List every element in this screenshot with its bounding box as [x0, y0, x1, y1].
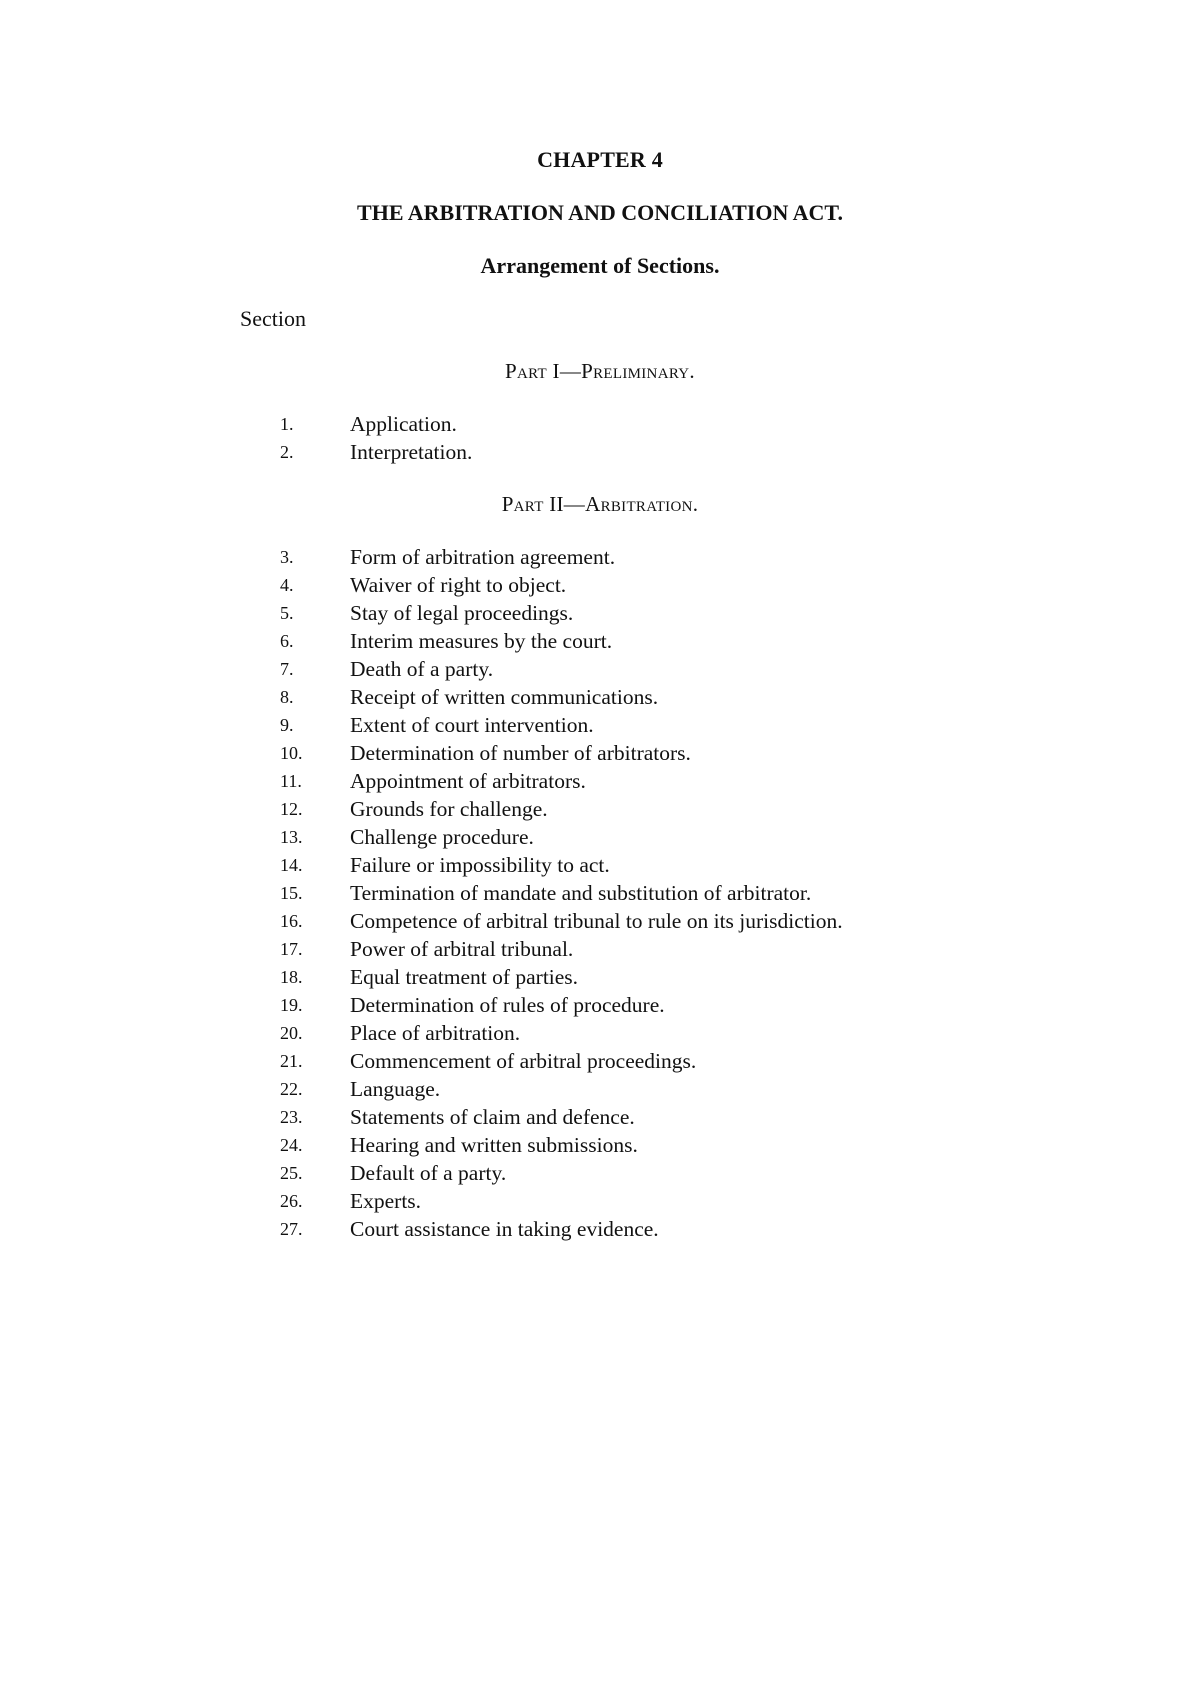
- section-title: Experts.: [350, 1189, 422, 1213]
- section-number: 23.: [280, 1107, 303, 1127]
- section-title: Stay of legal proceedings.: [350, 601, 574, 625]
- section-number: 26.: [280, 1191, 303, 1211]
- chapter-heading: CHAPTER 4: [537, 147, 663, 172]
- section-number: 19.: [280, 995, 303, 1015]
- section-title: Commencement of arbitral proceedings.: [350, 1049, 697, 1073]
- section-number: 1.: [280, 414, 294, 434]
- section-title: Determination of number of arbitrators.: [350, 741, 691, 765]
- section-number: 8.: [280, 687, 294, 707]
- section-title: Court assistance in taking evidence.: [350, 1217, 659, 1241]
- section-number: 18.: [280, 967, 303, 987]
- section-number: 27.: [280, 1219, 303, 1239]
- section-number: 25.: [280, 1163, 303, 1183]
- section-number: 3.: [280, 547, 294, 567]
- section-title: Equal treatment of parties.: [350, 965, 579, 989]
- section-number: 2.: [280, 442, 294, 462]
- section-number: 7.: [280, 659, 294, 679]
- section-number: 4.: [280, 575, 294, 595]
- section-number: 20.: [280, 1023, 303, 1043]
- section-title: Interim measures by the court.: [350, 629, 613, 653]
- section-number: 12.: [280, 799, 303, 819]
- arrangement-heading: Arrangement of Sections.: [480, 253, 720, 278]
- section-number: 15.: [280, 883, 303, 903]
- section-title: Waiver of right to object.: [350, 573, 567, 597]
- section-number: 9.: [280, 715, 294, 735]
- section-number: 5.: [280, 603, 294, 623]
- section-title: Termination of mandate and substitution of arbitrator.: [350, 881, 812, 905]
- section-number: 24.: [280, 1135, 303, 1155]
- section-number: 10.: [280, 743, 303, 763]
- section-title: Death of a party.: [350, 657, 494, 681]
- section-title: Receipt of written communications.: [350, 685, 659, 709]
- section-title: Default of a party.: [350, 1161, 507, 1185]
- section-title: Grounds for challenge.: [350, 797, 548, 821]
- section-title: Power of arbitral tribunal.: [350, 937, 574, 961]
- section-number: 14.: [280, 855, 303, 875]
- section-title: Application.: [350, 412, 457, 436]
- section-title: Extent of court intervention.: [350, 713, 594, 737]
- section-column-label: Section: [240, 306, 306, 331]
- section-number: 17.: [280, 939, 303, 959]
- section-number: 6.: [280, 631, 294, 651]
- section-number: 11.: [280, 771, 302, 791]
- section-title: Interpretation.: [350, 440, 473, 464]
- section-title: Hearing and written submissions.: [350, 1133, 638, 1157]
- part-heading: Part I—Preliminary.: [505, 359, 695, 383]
- act-title: THE ARBITRATION AND CONCILIATION ACT.: [357, 200, 843, 225]
- section-title: Competence of arbitral tribunal to rule on its jurisdiction.: [350, 909, 843, 933]
- section-title: Form of arbitration agreement.: [350, 545, 616, 569]
- section-title: Failure or impossibility to act.: [350, 853, 610, 877]
- section-title: Determination of rules of procedure.: [350, 993, 665, 1017]
- section-number: 22.: [280, 1079, 303, 1099]
- section-title: Challenge procedure.: [350, 825, 534, 849]
- section-title: Language.: [350, 1077, 441, 1101]
- part-heading: Part II—Arbitration.: [501, 492, 699, 516]
- section-number: 21.: [280, 1051, 303, 1071]
- section-number: 16.: [280, 911, 303, 931]
- section-title: Appointment of arbitrators.: [350, 769, 586, 793]
- section-title: Statements of claim and defence.: [350, 1105, 635, 1129]
- section-number: 13.: [280, 827, 303, 847]
- section-title: Place of arbitration.: [350, 1021, 521, 1045]
